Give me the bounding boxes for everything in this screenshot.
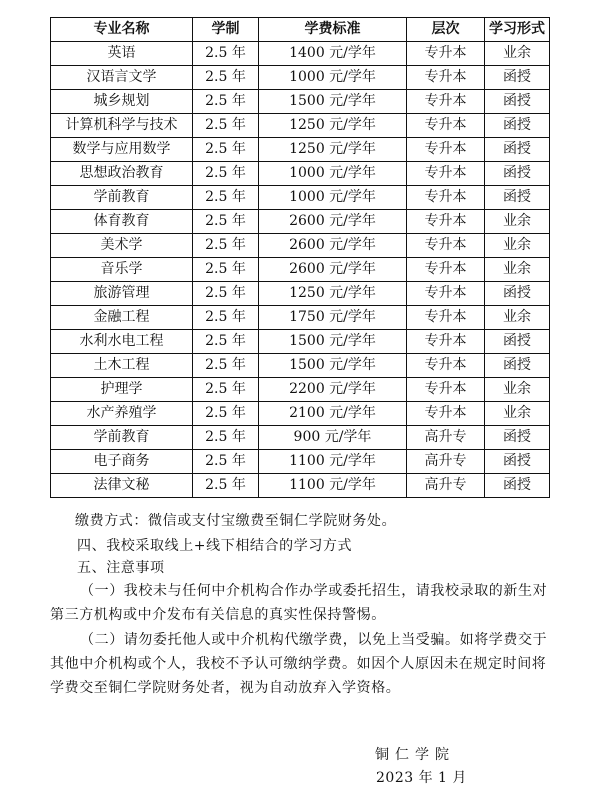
tuition-cell: 1250 元/学年 bbox=[259, 114, 407, 138]
level-cell: 专升本 bbox=[407, 186, 485, 210]
study-mode-cell: 函授 bbox=[485, 330, 550, 354]
duration-cell: 2.5 年 bbox=[193, 354, 259, 378]
duration-cell: 2.5 年 bbox=[193, 306, 259, 330]
table-row bbox=[51, 402, 550, 426]
level-cell: 专升本 bbox=[407, 42, 485, 66]
level-cell: 专升本 bbox=[407, 210, 485, 234]
table-row bbox=[51, 426, 550, 450]
study-mode-cell: 业余 bbox=[485, 234, 550, 258]
level-cell: 专升本 bbox=[407, 354, 485, 378]
level-cell: 专升本 bbox=[407, 306, 485, 330]
study-mode-cell: 业余 bbox=[485, 210, 550, 234]
fee-table-header bbox=[51, 18, 550, 42]
major-cell: 土木工程 bbox=[51, 354, 193, 378]
header-major: 专业名称 bbox=[51, 18, 193, 42]
duration-cell: 2.5 年 bbox=[193, 186, 259, 210]
table-row bbox=[51, 186, 550, 210]
table-row bbox=[51, 354, 550, 378]
major-cell: 数学与应用数学 bbox=[51, 138, 193, 162]
level-cell: 专升本 bbox=[407, 162, 485, 186]
fee-table-body bbox=[51, 42, 550, 498]
study-mode-cell: 函授 bbox=[485, 354, 550, 378]
table-row bbox=[51, 450, 550, 474]
duration-cell: 2.5 年 bbox=[193, 234, 259, 258]
level-cell: 专升本 bbox=[407, 378, 485, 402]
duration-cell: 2.5 年 bbox=[193, 210, 259, 234]
level-cell: 专升本 bbox=[407, 330, 485, 354]
tuition-cell: 2600 元/学年 bbox=[259, 210, 407, 234]
table-row bbox=[51, 378, 550, 402]
major-cell: 护理学 bbox=[51, 378, 193, 402]
study-mode-cell: 业余 bbox=[485, 378, 550, 402]
major-cell: 学前教育 bbox=[51, 426, 193, 450]
study-mode-cell: 函授 bbox=[485, 114, 550, 138]
payment-method-text: 缴费方式：微信或支付宝缴费至铜仁学院财务处。 bbox=[75, 513, 397, 529]
duration-cell: 2.5 年 bbox=[193, 138, 259, 162]
major-cell: 英语 bbox=[51, 42, 193, 66]
level-cell: 专升本 bbox=[407, 258, 485, 282]
table-row bbox=[51, 66, 550, 90]
duration-cell: 2.5 年 bbox=[193, 90, 259, 114]
study-mode-cell: 业余 bbox=[485, 306, 550, 330]
study-mode-cell: 函授 bbox=[485, 186, 550, 210]
major-cell: 法律文秘 bbox=[51, 474, 193, 498]
tuition-cell: 1000 元/学年 bbox=[259, 66, 407, 90]
duration-cell: 2.5 年 bbox=[193, 258, 259, 282]
major-cell: 计算机科学与技术 bbox=[51, 114, 193, 138]
duration-cell: 2.5 年 bbox=[193, 402, 259, 426]
study-mode-cell: 函授 bbox=[485, 282, 550, 306]
tuition-cell: 2200 元/学年 bbox=[259, 378, 407, 402]
tuition-cell: 1000 元/学年 bbox=[259, 162, 407, 186]
table-row bbox=[51, 234, 550, 258]
study-mode-cell: 函授 bbox=[485, 474, 550, 498]
tuition-cell: 1500 元/学年 bbox=[259, 330, 407, 354]
section-4-heading: 四、我校采取线上+线下相结合的学习方式 bbox=[77, 538, 353, 554]
table-row bbox=[51, 330, 550, 354]
table-row bbox=[51, 90, 550, 114]
study-mode-cell: 函授 bbox=[485, 162, 550, 186]
table-row bbox=[51, 162, 550, 186]
major-cell: 音乐学 bbox=[51, 258, 193, 282]
study-mode-cell: 函授 bbox=[485, 90, 550, 114]
level-cell: 专升本 bbox=[407, 234, 485, 258]
tuition-cell: 2600 元/学年 bbox=[259, 234, 407, 258]
table-row bbox=[51, 42, 550, 66]
major-cell: 水利水电工程 bbox=[51, 330, 193, 354]
header-study-mode: 学习形式 bbox=[485, 18, 550, 42]
major-cell: 金融工程 bbox=[51, 306, 193, 330]
study-mode-cell: 函授 bbox=[485, 66, 550, 90]
tuition-cell: 1100 元/学年 bbox=[259, 474, 407, 498]
level-cell: 专升本 bbox=[407, 114, 485, 138]
study-mode-cell: 函授 bbox=[485, 138, 550, 162]
tuition-cell: 2100 元/学年 bbox=[259, 402, 407, 426]
tuition-cell: 1250 元/学年 bbox=[259, 282, 407, 306]
header-row bbox=[51, 18, 550, 42]
study-mode-cell: 函授 bbox=[485, 450, 550, 474]
note-2-paragraph: （二）请勿委托他人或中介机构代缴学费，以免上当受骗。如将学费交于其他中介机构或个人，我校不予认可缴纳学费。如因个人原因未在规定时间将学费交至铜仁学院财务处者，视为自动放弃入学资格。 bbox=[50, 632, 548, 696]
duration-cell: 2.5 年 bbox=[193, 162, 259, 186]
duration-cell: 2.5 年 bbox=[193, 66, 259, 90]
duration-cell: 2.5 年 bbox=[193, 474, 259, 498]
duration-cell: 2.5 年 bbox=[193, 450, 259, 474]
duration-cell: 2.5 年 bbox=[193, 330, 259, 354]
major-cell: 旅游管理 bbox=[51, 282, 193, 306]
level-cell: 专升本 bbox=[407, 90, 485, 114]
tuition-cell: 1250 元/学年 bbox=[259, 138, 407, 162]
major-cell: 电子商务 bbox=[51, 450, 193, 474]
duration-cell: 2.5 年 bbox=[193, 42, 259, 66]
section-5-heading: 五、注意事项 bbox=[77, 560, 165, 576]
tuition-cell: 2600 元/学年 bbox=[259, 258, 407, 282]
header-level: 层次 bbox=[407, 18, 485, 42]
level-cell: 专升本 bbox=[407, 138, 485, 162]
signature-date: 2023 年 1 月 bbox=[376, 770, 467, 786]
major-cell: 美术学 bbox=[51, 234, 193, 258]
signature-organization: 铜仁学院 bbox=[375, 747, 455, 763]
major-cell: 体育教育 bbox=[51, 210, 193, 234]
duration-cell: 2.5 年 bbox=[193, 378, 259, 402]
level-cell: 专升本 bbox=[407, 282, 485, 306]
header-tuition: 学费标准 bbox=[259, 18, 407, 42]
study-mode-cell: 业余 bbox=[485, 42, 550, 66]
study-mode-cell: 业余 bbox=[485, 402, 550, 426]
duration-cell: 2.5 年 bbox=[193, 114, 259, 138]
major-cell: 水产养殖学 bbox=[51, 402, 193, 426]
duration-cell: 2.5 年 bbox=[193, 426, 259, 450]
level-cell: 专升本 bbox=[407, 402, 485, 426]
table-row bbox=[51, 138, 550, 162]
table-row bbox=[51, 210, 550, 234]
tuition-cell: 1400 元/学年 bbox=[259, 42, 407, 66]
study-mode-cell: 函授 bbox=[485, 426, 550, 450]
tuition-cell: 1100 元/学年 bbox=[259, 450, 407, 474]
major-cell: 学前教育 bbox=[51, 186, 193, 210]
major-cell: 思想政治教育 bbox=[51, 162, 193, 186]
table-row bbox=[51, 258, 550, 282]
table-row bbox=[51, 114, 550, 138]
tuition-cell: 900 元/学年 bbox=[259, 426, 407, 450]
major-cell: 汉语言文学 bbox=[51, 66, 193, 90]
tuition-cell: 1000 元/学年 bbox=[259, 186, 407, 210]
level-cell: 高升专 bbox=[407, 426, 485, 450]
level-cell: 高升专 bbox=[407, 474, 485, 498]
tuition-cell: 1750 元/学年 bbox=[259, 306, 407, 330]
fee-table bbox=[50, 17, 550, 498]
note-1-paragraph: （一）我校未与任何中介机构合作办学或委托招生，请我校录取的新生对第三方机构或中介发布有关信息的真实性保持警惕。 bbox=[50, 583, 548, 623]
tuition-cell: 1500 元/学年 bbox=[259, 90, 407, 114]
duration-cell: 2.5 年 bbox=[193, 282, 259, 306]
header-duration: 学制 bbox=[193, 18, 259, 42]
table-row bbox=[51, 282, 550, 306]
table-row bbox=[51, 306, 550, 330]
level-cell: 高升专 bbox=[407, 450, 485, 474]
major-cell: 城乡规划 bbox=[51, 90, 193, 114]
tuition-cell: 1500 元/学年 bbox=[259, 354, 407, 378]
table-row bbox=[51, 474, 550, 498]
level-cell: 专升本 bbox=[407, 66, 485, 90]
study-mode-cell: 业余 bbox=[485, 258, 550, 282]
